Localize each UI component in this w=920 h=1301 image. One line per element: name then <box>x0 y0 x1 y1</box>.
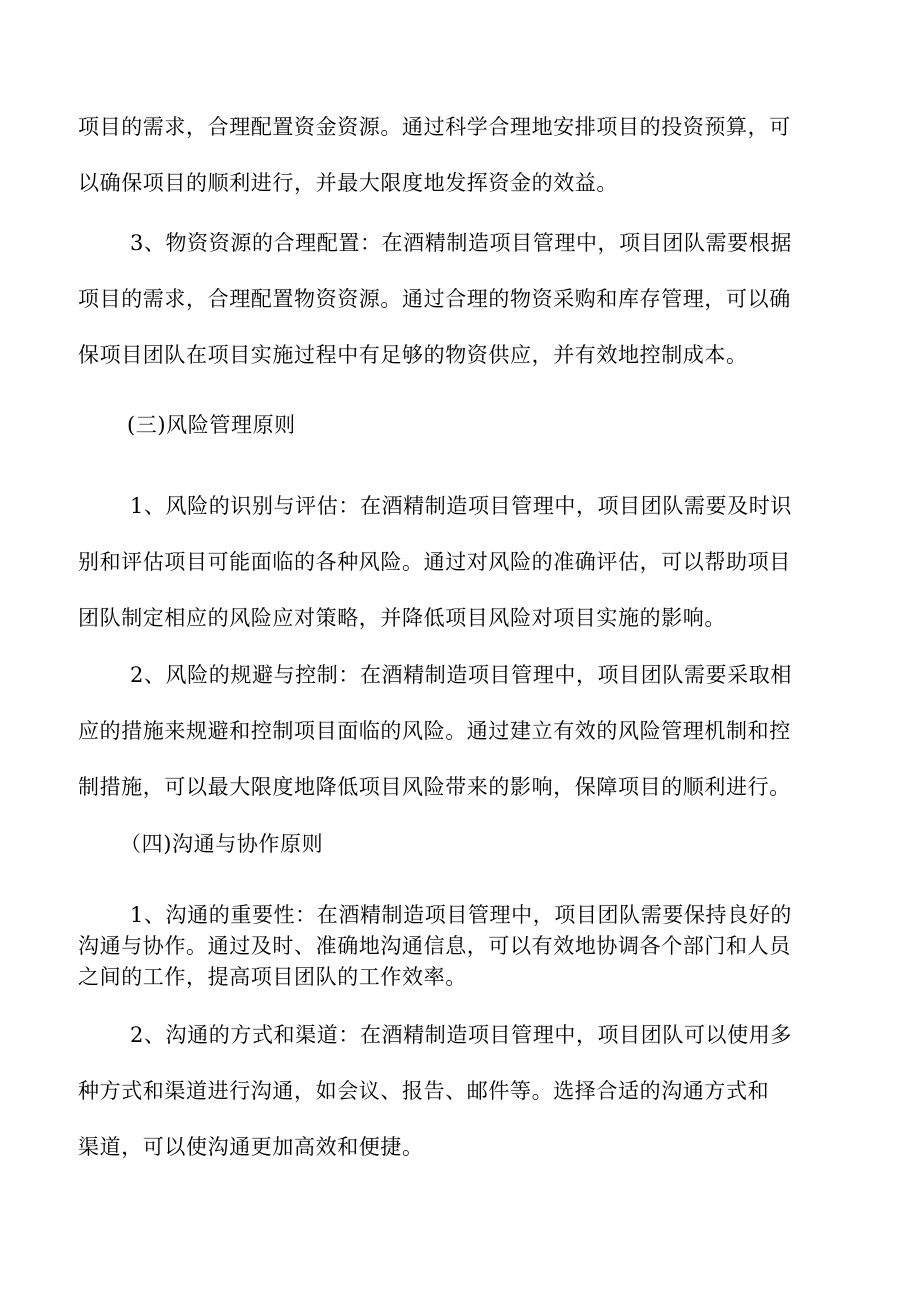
paragraph-line: 项目的需求，合理配置物资资源。通过合理的物资采购和库存管理，可以确 <box>78 287 791 311</box>
section-heading-risk: (三)风险管理原则 <box>127 413 296 437</box>
paragraph-communication-importance <box>78 900 848 993</box>
section-heading-communication: （四)沟通与协作原则 <box>120 832 324 856</box>
paragraph-risk-identification <box>78 478 848 646</box>
paragraph-line: 项目的需求，合理配置资金资源。通过科学合理地安排项目的投资预算，可 <box>78 115 791 139</box>
paragraph-risk-control <box>78 647 848 815</box>
paragraph-line: 团队制定相应的风险应对策略，并降低项目风险对项目实施的影响。 <box>78 606 726 630</box>
paragraph-communication-channels <box>78 1007 848 1175</box>
paragraph-line: 以确保项目的顺利进行，并最大限度地发挥资金的效益。 <box>78 171 618 195</box>
paragraph-line: 2、沟通的方式和渠道：在酒精制造项目管理中，项目团队可以使用多 <box>130 1023 792 1047</box>
paragraph-line: 1、沟通的重要性：在酒精制造项目管理中，项目团队需要保持良好的 <box>130 903 792 927</box>
paragraph-line: 种方式和渠道进行沟通，如会议、报告、邮件等。选择合适的沟通方式和 <box>78 1079 770 1103</box>
paragraph-line: 渠道，可以使沟通更加高效和便捷。 <box>78 1135 424 1159</box>
paragraph-line: 1、风险的识别与评估：在酒精制造项目管理中，项目团队需要及时识 <box>130 494 792 518</box>
paragraph-line: 别和评估项目可能面临的各种风险。通过对风险的准确评估，可以帮助项目 <box>78 550 791 574</box>
paragraph-line: 应的措施来规避和控制项目面临的风险。通过建立有效的风险管理机制和控 <box>78 719 791 743</box>
paragraph-line: 制措施，可以最大限度地降低项目风险带来的影响，保障项目的顺利进行。 <box>78 775 791 799</box>
paragraph-materials <box>78 215 848 383</box>
paragraph-funding <box>78 99 848 211</box>
paragraph-line: 2、风险的规避与控制：在酒精制造项目管理中，项目团队需要采取相 <box>130 663 792 687</box>
paragraph-line: 3、物资资源的合理配置：在酒精制造项目管理中，项目团队需要根据 <box>130 231 792 255</box>
paragraph-line: 之间的工作，提高项目团队的工作效率。 <box>78 965 467 989</box>
paragraph-line: 沟通与协作。通过及时、准确地沟通信息，可以有效地协调各个部门和人员 <box>78 934 791 958</box>
paragraph-line: 保项目团队在项目实施过程中有足够的物资供应，并有效地控制成本。 <box>78 343 748 367</box>
